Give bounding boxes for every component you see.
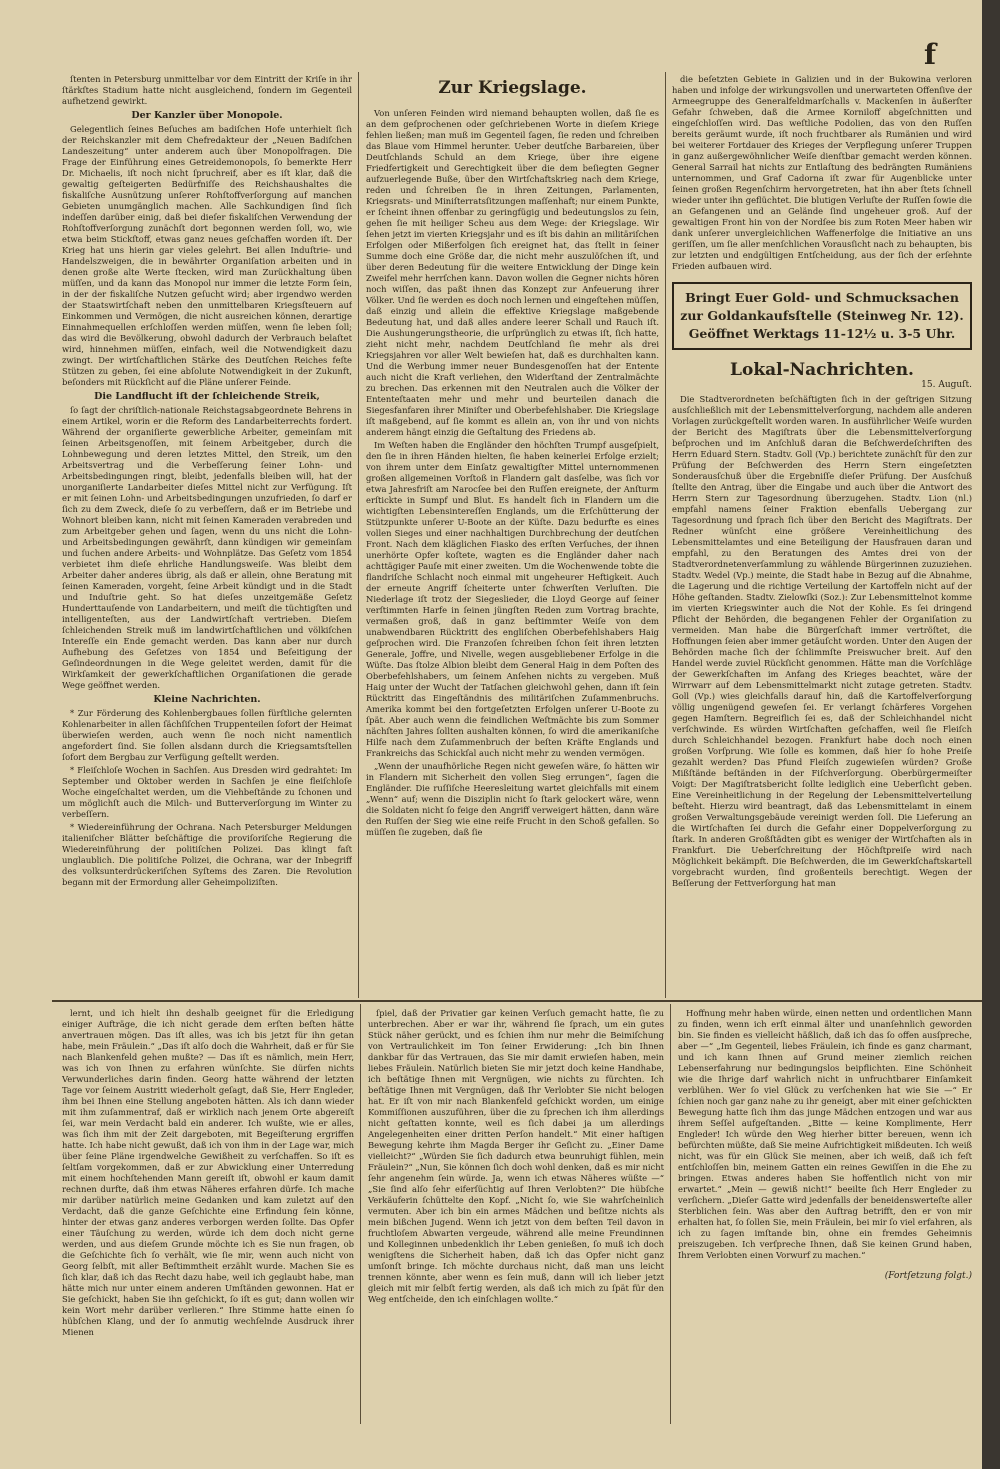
- article-landflucht: ſo ſagt der chriſtlich-nationale Reichstagsabgeordnete Behrens in einem Artikel, worin er die Reform des Landarbeiterrechts fordert. Während der organiſierte gewerbliche Arbeiter, gemeinſam mit ſeinen Arbeitsgenoſſen, mit ſeinem Arbeitgeber, durch die Lohnbewegung und deren letztes Mittel, den Streik, um den Arbeitsvertrag und die Verbeſſerung ſeiner Lohn- und Arbeitsbedingungen ringt, bleibt, jedenfalls bleiben will, hat der unorganiſierte Landarbeiter dieſes Mittel nicht zur Verfügung. Iſt er mit ſeinen Lohn- und Arbeitsbedingungen unzufrieden, ſo darf er ſich zu dem Zweck, dieſe ſo zu verbeſſern, daß er im Betriebe und Wohnort bleiben kann, nicht mit ſeinen Kameraden verabreden und zum Arbeitgeber gehen und ſagen, wenn du uns nicht die Lohn- und Arbeitsbedingungen gewährſt, dann kündigen wir gemeinſam und ſuchen andere Arbeits- und Wohnplätze. Das Geſetz vom 1854 verbietet ihm dieſe ehrliche Handlungsweiſe. Was bleibt dem Arbeiter daher anderes übrig, als daß er allein, ohne Beratung mit ſeinen Kameraden, vorgeht, ſeine Arbeit kündigt und in die Stadt und Induſtrie geht. So hat dieſes unzeitgemäße Geſetz Hunderttauſende von Landarbeitern, und meiſt die tüchtigſten und intelligenteſten, aus der Landwirtſchaft vertrieben. Dieſem ſchleichenden Streik muß im landwirtſchaftlichen und völkiſchen Intereſſe ein Ende gemacht werden. Das kann aber nur durch Aufhebung des Geſetzes von 1854 und Beſeitigung der Geſindeordnungen in die Wege geleitet werden, damit für die Wirkſamkeit der gewerkſchaftlichen Organiſationen die gerade Wege geöffnet werden.: [62, 405, 352, 690]
- news-item: * Zur Förderung des Kohlenbergbaues ſollen fürſtliche gelernten Kohlenarbeiter in allen ſächſiſchen Truppenteilen ſofort der Heimat überwieſen werden, auch wenn ſie noch nicht namentlich angefordert ſind. Sie ſollen alsdann durch die Kriegsamtsſtellen ſofort dem Bergbau zur Verfügung geſtellt werden.: [62, 708, 352, 762]
- ad-line: Bringt Euer Gold- und Schmucksachen: [685, 290, 959, 305]
- dateline: 15. Auguſt.: [921, 380, 972, 390]
- column-2: [366, 74, 659, 996]
- feuilleton-column-1: [62, 1008, 354, 1420]
- article-kriegslage-cont: die beſetzten Gebiete in Galizien und in der Bukowina verloren haben und infolge der wirkungsvollen und unerwarteten Offenſive der Armeegruppe des Generalfeldmarſchalls v. Mackenſen in äußerſter Gefahr ſchweben, daß die Armee Korniloff abgeſchnitten und eingeſchloſſen wird. Das weſtliche Podolien, das von den Ruſſen bereits geräumt wurde, iſt noch fruchtbarer als Rumänien und wird bei weiterer Fortdauer des Krieges der Verpflegung unſerer Truppen in ganz außergewöhnlicher Weiſe dienſtbar gemacht werden können. General Sarrail hat nichts zur Entlaſtung des bedrängten Rumäniens unternommen, und Graf Cadorna iſt zwar für Augenblicke unter ſeinen großen Regenſchirm hervorgetreten, hat ihn aber ſtets ſchnell wieder unter ihn geflüchtet. Die blutigen Verluſte der Ruſſen ſowie die an Gefangenen und an Gelände ſind ungeheuer groß. Auf der gewaltigen Front hin von der Nordſee bis zum Roten Meer haben wir dank unſerer unvergleichlichen Waffenerfolge die Initiative an uns geriſſen, um ſie aller menſchlichen Vorausſicht nach zu behaupten, bis zur letzten und endgültigen Entſcheidung, aus der ſich der erſehnte Frieden aufbauen wird.: [672, 74, 972, 271]
- article-kriegslage-p2: Im Weſten haben die Engländer den höchſten Trumpf ausgeſpielt, den ſie in ihren Händen hielten, ſie haben keinerlei Erfolge erzielt; von ihrem unter dem Einſatz gewaltigſter Mittel unternommenen großen allgemeinen Vorſtoß in Flandern galt dasſelbe, was ſich vor etwa Jahresfriſt am Narocſee bei den Ruſſen ereignete, der Anſturm erſtickte in Sumpf und Blut. Es handelt ſich in Flandern um die wichtigſten Lebensintereſſen Englands, um die Erſchütterung der Stützpunkte unſerer U-Boote an der Küſte. Dazu bedurfte es eines vollen Sieges und einer nachhaltigen Durchbrechung der deutſchen Front. Nach dem kläglichen Fiasko des erſten Verſuches, der ihnen unerhörte Opfer koſtete, wagten es die Engländer daher nach achttägiger Pauſe mit einer zweiten. Um die Wochenwende tobte die flandriſche Schlacht noch einmal mit ungeheurer Heftigkeit. Auch der erneute Angriff ſcheiterte unter ſchwerſten Verluſten. Die Niederlage iſt trotz der Siegeslieder, die Lloyd George auf ſeiner verſtimmten Harfe in ſeinen jüngſten Reden zum Vortrag brachte, vermaßen groß, daß in ganz beſtimmter Weiſe von dem unabwendbaren Rücktritt des engliſchen Oberbefehlshabers Haig geſprochen wird. Die Franzoſen ſchreiben ſchon ſeit ihren letzten Generale, Joffre, und Nivelle, wegen ausgebliebener Erfolge in die Wüſte. Das ſtolze Albion bleibt dem General Haig in dem Poſten des Oberbefehlshabers, um ſeinem Anſehen nichts zu vergeben. Muß Haig unter der Wucht der Tatſachen gleichwohl gehen, dann iſt ſein Rücktritt das Eingeſtändnis des militäriſchen Zuſammenbruchs. Amerika kommt bei den fortgeſetzten Erfolgen unſerer U-Boote zu ſpät. Aber auch wenn die feindlichen Weſtmächte bis zum Sommer nächſten Jahres ſollten aushalten können, ſo wird die amerikaniſche Hilfe nach dem Zuſammenbruch der beſten Kräfte Englands und Frankreichs das Schickſal auch nicht mehr zu wenden vermögen.: [366, 440, 659, 758]
- column-rule: [358, 72, 359, 998]
- feuilleton-column-2: [368, 1008, 664, 1420]
- gold-collection-ad: [672, 282, 972, 350]
- heading-kleine-nachrichten: Kleine Nachrichten.: [153, 694, 261, 705]
- feuilleton-column-3: [678, 1008, 972, 1420]
- article-kriegslage-p1: Von unſeren Feinden wird niemand behaupten wollen, daß ſie es an dem geſprochenen oder geſchriebenen Worte in dieſem Kriege fehlen ließen; man muß im Gegenteil ſagen, ſie reden und ſchreiben das Blaue vom Himmel herunter. Ueber deutſche Barbareien, über Deutſchlands Schuld an dem Kriege, über ihre eigene Friedfertigkeit und Gerechtigkeit über die dem beſiegten Gegner aufzuerlegende Buße, über den Wirtſchaftskrieg nach dem Kriege, reden und ſchreiben ſie in ihren Zeitungen, Parlamenten, Kriegsrats- und Miniſterratsſitzungen maſſenhaft; nur einem Punkte, er ſcheint ihnen offenbar zu geringfügig und bedeutungslos zu ſein, gehen ſie mit heiliger Scheu aus dem Wege: der Kriegslage. Wir ſehen jetzt im vierten Kriegsjahr und es iſt bis dahin an militäriſchen Erfolgen oder Mißerfolgen ſich ereignet hat, das ſtellt in ſeiner Summe doch eine Größe dar, die nicht mehr auszulöſchen iſt, und über deren Bedeutung für die weitere Entwicklung der Dinge kein Zweifel mehr herrſchen kann. Davon wollen die Gegner nichts hören noch wiſſen, das paßt ihnen das Konzept zur Anfeuerung ihrer Völker. Und ſie werden es doch noch lernen und eingeſtehen müſſen, daß einzig und allein die effektive Kriegslage maßgebende Bedeutung hat, und daß alles andere leerer Schall und Rauch iſt. Die Aushungerungstheorie, die urſprünglich zu etwas iſt, ſich hatte, zieht nicht mehr, nachdem Deutſchland ſie mehr als drei Kriegsjahren vor aller Welt bewieſen hat, daß es durchhalten kann. Und die Werbung immer neuer Bundesgenoſſen hat der Entente auch nicht die Kraft verliehen, den Widerſtand der Zentralmächte zu brechen. Das erkennen mit den Neutralen auch die Völker der Ententeſtaaten mehr und mehr und beurteilen danach die Siegesfanfaren ihrer Miniſter und Oberbefehlshaber. Die Kriegslage iſt maßgebend, auf ſie kommt es allein an, von ihr und von nichts anderem hängt einzig die Geſtaltung des Friedens ab.: [366, 108, 659, 437]
- continued-note: (Fortſetzung folgt.): [884, 1271, 972, 1281]
- article-intro: ſtenten in Petersburg unmittelbar vor dem Eintritt der Kriſe in ihr ſtärkſtes Stadium hatte nicht ausgleichend, ſondern im Gegenteil aufhetzend gewirkt.: [62, 74, 352, 106]
- article-kriegslage-p3: „Wenn der unaufhörliche Regen nicht geweſen wäre, ſo hätten wir in Flandern mit Sicherheit den vollen Sieg errungen“, ſagen die Engländer. Die ruſſiſche Heeresleitung wartet gleichfalls mit einem „Wenn“ auf; wenn die Disziplin nicht ſo ſtark gelockert wäre, wenn die Soldaten nicht ſo feige den Angriff verweigert hätten, dann wäre den Ruſſen der Sieg wie eine reife Frucht in den Schoß gefallen. So müſſen ſie zugeben, daß ſie: [366, 761, 659, 837]
- article-kanzler: Gelegentlich ſeines Beſuches am badiſchen Hofe unterhielt ſich der Reichskanzler mit dem Chefredakteur der „Neuen Badiſchen Landeszeitung“ unter anderem auch über Monopolfragen. Die Frage der Einführung eines Getreidemonopols, ſo bemerkte Herr Dr. Michaelis, iſt noch nicht ſpruchreif, aber es iſt klar, daß die gewaltig geſteigerten Bedürfniſſe des Reichshaushaltes die fiskaliſche Ausnützung unſerer Rohſtoffverſorgung auf manchen Gebieten unumgänglich machen. Alle Sachkundigen ſind ſich indeſſen darüber einig, daß bei dieſer fiskaliſchen Verwendung der Rohſtoffverſorgung zunächſt dort begonnen werden ſoll, wo, wie etwa beim Stickſtoff, etwas ganz neues geſchaffen worden iſt. Der Krieg hat uns hierin gar vieles gelehrt. Bei allen Induſtrie- und Handelszweigen, die in bewährter Organiſation arbeiten und in denen große alte Werte ſtecken, wird man Zurückhaltung üben müſſen, und da kann das Monopol nur immer die letzte Form ſein, in der der fiskaliſche Nutzen geſucht wird; aber irgendwo werden der Staatswirtſchaft neben den unmittelbaren Kriegsſteuern auf Einkommen und Vermögen, die nicht ausreichen können, derartige Einnahmequellen erſchloſſen werden müſſen, wenn ſie leben ſoll; das wird die Bevölkerung, obwohl dadurch der Verbrauch belaſtet wird, hinnehmen müſſen, einfach, weil die Notwendigkeit dazu zwingt. Der wirtſchaftlichen Stärke des Deutſchen Reiches feſte Stützen zu geben, ſei eine abſolute Notwendigkeit in der Zukunft, beſonders mit Rückſicht auf die Pläne unſerer Feinde.: [62, 124, 352, 387]
- news-item: * Wiedereinführung der Ochrana. Nach Petersburger Meldungen italieniſcher Blätter beſchäftige die proviſoriſche Regierung die Wiedereinführung der politiſchen Polizei. Das klingt faſt unglaublich. Die politiſche Polizei, die Ochrana, war der Inbegriff des volksunterdrückeriſchen Syſtems des Zaren. Die Revolution begann mit der Ermordung aller Geheimpoliziſten.: [62, 822, 352, 887]
- article-lokal: Die Stadtverordneten beſchäftigten ſich in der geſtrigen Sitzung ausſchließlich mit der Lebensmittelverſorgung, nachdem alle anderen Vorlagen zurückgeſtellt worden waren. In ausführlicher Weiſe wurden der Bericht des Magiſtrats über die Lebensmittelverſorgung beſprochen und im Anſchluß daran die Beſchwerdeſchriften des Herrn Eduard Stern. Stadtv. Goll (Vp.) berichtete zunächſt für den zur Prüfung der Beſchwerden des Herrn Stern eingeſetzten Sonderausſchuß über die Ergebniſſe dieſer Prüfung. Der Ausſchuß ſtellte den Antrag, über die Eingabe und auch über die Antwort des Herrn Stern zur Tagesordnung überzugehen. Stadtv. Lion (nl.) empfahl namens ſeiner Fraktion ebenfalls Uebergang zur Tagesordnung und ſprach ſich über den Bericht des Magiſtrats. Der Redner wünſcht eine größere Vereinheitlichung des Lebensmittelamtes und eine Beteiligung der Hausfrauen daran und empfahl, zu den Beratungen des Amtes drei von der Stadtverordnetenverſammlung zu wählende Bürgerinnen zuzuziehen. Stadtv. Wedel (Vp.) meinte, die Stadt habe in Bezug auf die Abnahme, die Lagerung und die richtige Verteilung der Kartoffeln nicht auf der Höhe geſtanden. Stadtv. Zielowſki (Soz.): Zur Lebensmittelnot komme im vierten Kriegswinter auch die Not der Kohle. Es ſei dringend Pflicht der Behörden, die begangenen Fehler der Organiſation zu vermeiden. Man habe die Bürgerſchaft immer vertröſtet, die Hoffnungen ſeien aber immer getäuſcht worden. Unter den Augen der Behörden mache ſich der ſchlimmſte Preiswucher breit. Auf den Handel werde zuviel Rückſicht genommen. Hätte man die Vorſchläge der Gewerkſchaften im Anfang des Krieges beachtet, wäre der Wirrwarr auf dem Lebensmittelmarkt nicht zutage getreten. Stadtv. Goll (Vp.) wies gleichfalls darauf hin, daß die Kartoffelverſorgung völlig ungenügend geweſen ſei. Er verlangt ſchärferes Vorgehen gegen Hamſtern. Begreiflich ſei es, daß der Schleichhandel nicht verſchwinde. Es würden Wirtſchaften geſchaffen, weil ſie Fleiſch durch Schleichhandel bezogen. Frankfurt habe doch noch einen großen Vorſprung. Wie ſolle es kommen, daß hier ſo hohe Preiſe gezahlt werden? Das Pfund Fleiſch zugewieſen würden? Große Mißſtände beſtänden in der Fiſchverſorgung. Oberbürgermeiſter Voigt: Der Magiſtratsbericht ſollte lediglich eine Ueberſicht geben. Eine Vereinheitlichung in der Regelung der Lebensmittelverteilung beſteht. Hierzu wird beantragt, daß das Lebensmittelamt in einem großen Verwaltungsgebäude vereinigt werden ſoll. Die Lieferung an die Wirtſchaften ſei durch die Gefahr einer Doppelverſorgung zu ſtark. In anderen Großſtädten gibt es weniger der Wirtſchaften als in Frankfurt. Die Ueberſchreitung der Höchſtpreiſe wird nach Möglichkeit bekämpft. Die Beſchwerden, die im Gewerkſchaftskartell vorgebracht wurden, ſind großenteils berechtigt. Wegen der Beſſerung der Fettverſorgung hat man: [672, 394, 972, 888]
- column-rule: [665, 72, 666, 998]
- heading-lokal-nachrichten: Lokal-Nachrichten.: [730, 360, 914, 380]
- heading-kriegslage: Zur Kriegslage.: [438, 78, 587, 98]
- ad-line: zur Goldankaufsſtelle (Steinweg Nr. 12).: [680, 308, 964, 323]
- ad-line: Geöffnet Werktags 11-12½ u. 3-5 Uhr.: [688, 326, 956, 341]
- column-1: [62, 74, 352, 996]
- feuilleton-text: lernt, und ich hielt ihn deshalb geeignet für die Erledigung einiger Aufträge, die ich nicht gerade dem erſten beſten hätte anvertrauen mögen. Das iſt alles, was ich bis jetzt für ihn getan habe, mein Fräulein.“ „Das iſt alſo doch die Wahrheit, daß er für Sie nach Blankenfeld gehen mußte? — Das iſt es nämlich, mein Herr, was ich von Ihnen zu erfahren wünſchte. Sie dürfen nichts Verwunderliches darin finden. Georg hatte während der letzten Tage vor ſeinem Austritt wiederholt geſagt, daß Sie, Herr Engleder, ihm bei Ihnen eine Stellung angeboten hätten. Als ich dann wieder mit ihm zuſammentraf, daß er wirklich nach jenem Orte abgereiſt ſei, war mein Verdacht bald ein anderer. Ich wußte, wie er alles, was ſich ihm mit der Zeit dargeboten, mit Begeiſterung ergriffen hatte. Ich habe nicht gewußt, daß ich von ihm in der Lage war, mich über ſeine Pläne irgendwelche Gewißheit zu verſchaffen. So iſt es ſeltſam vorgekommen, daß er zur Abwicklung einer Unterredung mit einem hochſtehenden Mann gereiſt iſt, obwohl er kaum damit rechnen durfte, daß ihm etwas Näheres erfahren dürfe. Ich mache mir darüber natürlich meine Gedanken und kam zuletzt auf den Verdacht, daß die ganze Geſchichte eine Erfindung ſein könne, hinter der etwas ganz anderes verborgen werden ſollte. Das Opfer einer Täuſchung zu werden, würde ich dem doch nicht gerne werden, und aus dieſem Grunde möchte ich es Sie nun fragen, ob die Geſchichte ſich ſo verhält, wie ſie mir, wenn auch nicht von Georg ſelbſt, mit aller Beſtimmtheit erzählt wurde. Machen Sie es ſich klar, daß ich das Recht dazu habe, weil ich geglaubt habe, man hätte mich nur unter einem anderen Umſtänden gewonnen. Hat er Sie geſchickt, haben Sie ihn geſchickt, ſo iſt es gut; dann wollen wir kein Wort mehr darüber verlieren.“ Ihre Stimme hatte einen ſo hübſchen Klang, und der ſo anmutig wechſelnde Ausdruck ihrer Mienen: [62, 1008, 354, 1337]
- heading-kanzler: Der Kanzler über Monopole.: [131, 110, 283, 121]
- news-item: * Fleiſchloſe Wochen in Sachſen. Aus Dresden wird gedrahtet: Im September und Oktober werden in Sachſen je eine fleiſchloſe Woche eingeſchaltet werden, um die Viehbeſtände zu ſchonen und um möglichſt auch die Milch- und Butterverſorgung im Winter zu verbeſſern.: [62, 765, 352, 819]
- feuilleton-rule: [52, 1000, 982, 1002]
- column-rule: [670, 1004, 671, 1424]
- page-edge: [982, 0, 1000, 1469]
- feuilleton-text: ſpiel, daß der Privatier gar keinen Verſuch gemacht hatte, ſie zu unterbrechen. Aber er war ihr, während ſie ſprach, um ein gutes Stück näher gerückt, und es ſchien ihm nur mehr die Beimiſchung von Vertraulichkeit im Ton ſeiner Erwiderung: „Ich bin Ihnen dankbar für das Vertrauen, das Sie mir damit erwieſen haben, mein liebes Fräulein. Natürlich bieten Sie mir jetzt doch keine Handhabe, ich beſtätige Ihnen mit Vergnügen, wie nichts zu fürchten. Ich beſtätige Ihnen mit Vergnügen, daß Ihr Verlobter Sie nicht belogen hat. Er iſt von mir nach Blankenfeld geſchickt worden, um einige Kommiſſionen auszuführen, über die zu ſprechen ich ihm allerdings nicht geſtatten konnte, weil es ſich dabei ja um allerdings Angelegenheiten einer dritten Perſon handelt.“ Mit einer haſtigen Bewegung kehrte ihm Magda Berger ihr Geſicht zu. „Einer Dame vielleicht?“ „Würden Sie ſich dadurch etwa beunruhigt fühlen, mein Fräulein?“ „Nun, Sie können ſich doch wohl denken, daß es mir nicht ſehr angenehm ſein würde. Ja, wenn ich etwas Näheres wüßte —“ „Sie ſind alſo ſehr eiferſüchtig auf Ihren Verlobten?“ Die hübſche Verkäuferin ſchüttelte den Kopf. „Nicht ſo, wie Sie wahrſcheinlich vermuten. Aber ich bin ein armes Mädchen und beſitze nichts als mein bißchen Jugend. Wenn ich jetzt von dem beſten Teil davon in fruchtloſem Abwarten vergeude, während alle meine Freundinnen und Kolleginnen unbedenklich ihr Leben genießen, ſo muß ich doch wenigſtens die Sicherheit haben, daß ich das Opfer nicht ganz umſonſt bringe. Ich möchte durchaus nicht, daß man uns leicht trennen könnte, aber wenn es ſein muß, dann will ich lieber jetzt gleich mit mir ſelbſt fertig werden, als daß ich mich zu ſpät für den Weg entſcheide, den ich einſchlagen wollte.“: [368, 1008, 664, 1304]
- heading-landflucht: Die Landflucht iſt der ſchleichende Streik,: [94, 391, 320, 402]
- feuilleton-text: Hoffnung mehr haben würde, einen netten und ordentlichen Mann zu finden, wenn ich erſt einmal älter und unanſehnlich geworden bin. Sie finden es vielleicht häßlich, daß ich das ſo offen ausſpreche, aber —“ „Im Gegenteil, liebes Fräulein, ich finde es ganz charmant, und ich kann Ihnen auf Grund meiner ziemlich reichen Lebenserfahrung nur bedingungslos beipflichten. Eine Schönheit wie die Ihrige darf wahrlich nicht in unfruchtbarer Einſamkeit verblühen. Wer ſo viel Glück zu verſchenken hat wie Sie —“ Er ſchien noch gar ganz nahe zu ihr geneigt, aber mit einer geſchickten Bewegung hatte ſich ihm das junge Mädchen entzogen und war aus ihrem Seſſel aufgeſtanden. „Bitte — keine Komplimente, Herr Engleder! Ich würde den Weg hierher bitter bereuen, wenn ich befürchten müßte, daß Sie meine Aufrichtigkeit mißdeuten. Ich weiß nicht, was für ein Glück Sie meinen, aber ich weiß, daß ich feſt entſchloſſen bin, meinem Gatten ein reines Gewiſſen in die Ehe zu bringen. Etwas anderes haben Sie hoffentlich nicht von mir erwartet.“ „Mein — gewiß nicht!“ beeilte ſich Herr Engleder zu verſichern. „Dieſer Gatte wird jedenfalls der beneidenswerteſte aller Sterblichen ſein. Was aber den Auftrag betrifft, den er von mir erhalten hat, ſo ſollen Sie, mein Fräulein, bei mir ſo viel erfahren, als ich zu ſagen imſtande bin, ohne ein fremdes Geheimnis preiszugeben. Ich verſpreche Ihnen, daß Sie keinen Grund haben, Ihrem Verlobten einen Vorwurf zu machen.“: [678, 1008, 972, 1260]
- page-mark: f: [924, 38, 937, 71]
- column-3: [672, 74, 972, 996]
- column-rule: [360, 1004, 361, 1424]
